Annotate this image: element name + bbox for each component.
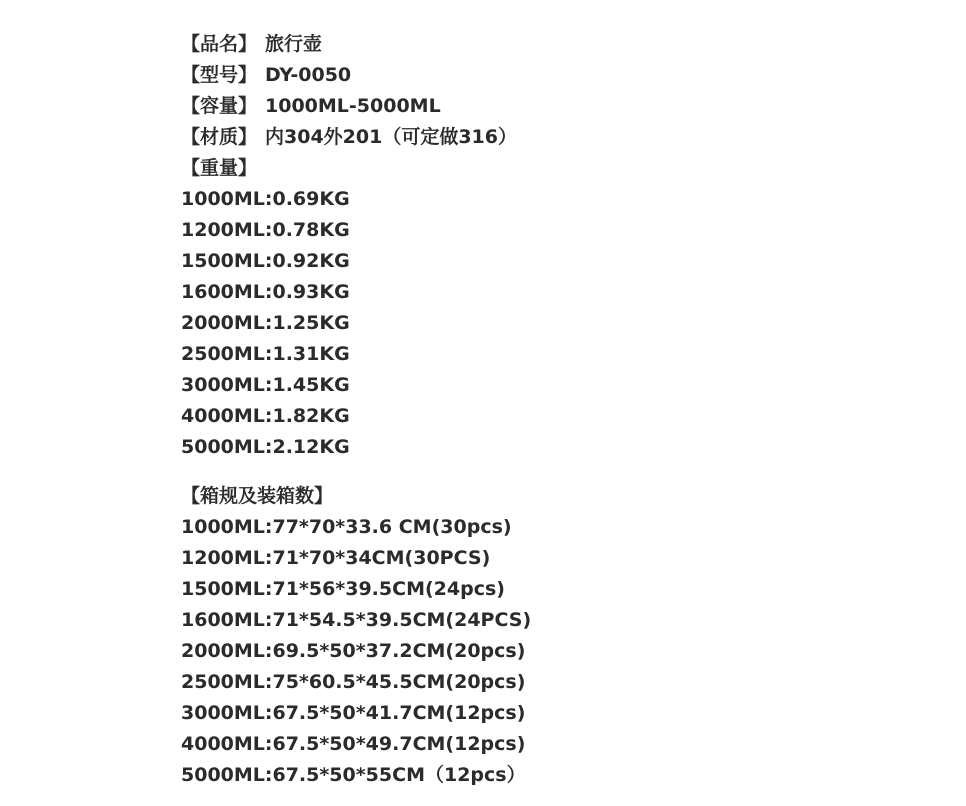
weight-row: 1500ML:0.92KG: [181, 250, 350, 272]
field-label: 【容量】: [181, 95, 258, 117]
weight-row: 1600ML:0.93KG: [181, 281, 350, 303]
carton-row: 1500ML:71*56*39.5CM(24pcs): [181, 578, 505, 600]
field-value: 内304外201（可定做316）: [265, 126, 517, 148]
field-label: 【材质】: [181, 126, 258, 148]
carton-row: 2500ML:75*60.5*45.5CM(20pcs): [181, 671, 526, 693]
weight-row: 1000ML:0.69KG: [181, 188, 350, 210]
carton-heading: 【箱规及装箱数】: [181, 485, 334, 507]
carton-row: 2000ML:69.5*50*37.2CM(20pcs): [181, 640, 526, 662]
carton-row: 1000ML:77*70*33.6 CM(30pcs): [181, 516, 512, 538]
weight-row: 2000ML:1.25KG: [181, 312, 350, 334]
field-value: DY-0050: [265, 64, 352, 86]
field-material: [181, 122, 517, 153]
field-value: 1000ML-5000ML: [265, 95, 441, 117]
carton-row: 5000ML:67.5*50*55CM（12pcs）: [181, 764, 526, 786]
field-label: 【品名】: [181, 33, 258, 55]
field-weight-heading: [181, 153, 257, 184]
weight-row: 2500ML:1.31KG: [181, 343, 350, 365]
weight-row: 4000ML:1.82KG: [181, 405, 350, 427]
carton-row: 1200ML:71*70*34CM(30PCS): [181, 547, 491, 569]
field-model: [181, 60, 351, 91]
field-label: 【型号】: [181, 64, 258, 86]
weight-row: 5000ML:2.12KG: [181, 436, 350, 458]
field-capacity: [181, 91, 441, 122]
weight-row: 3000ML:1.45KG: [181, 374, 350, 396]
carton-row: 3000ML:67.5*50*41.7CM(12pcs): [181, 702, 526, 724]
field-product-name: [181, 29, 322, 60]
field-value: 旅行壶: [265, 33, 323, 55]
carton-row: 1600ML:71*54.5*39.5CM(24PCS): [181, 609, 532, 631]
field-label: 【重量】: [181, 157, 258, 179]
carton-row: 4000ML:67.5*50*49.7CM(12pcs): [181, 733, 526, 755]
weight-row: 1200ML:0.78KG: [181, 219, 350, 241]
